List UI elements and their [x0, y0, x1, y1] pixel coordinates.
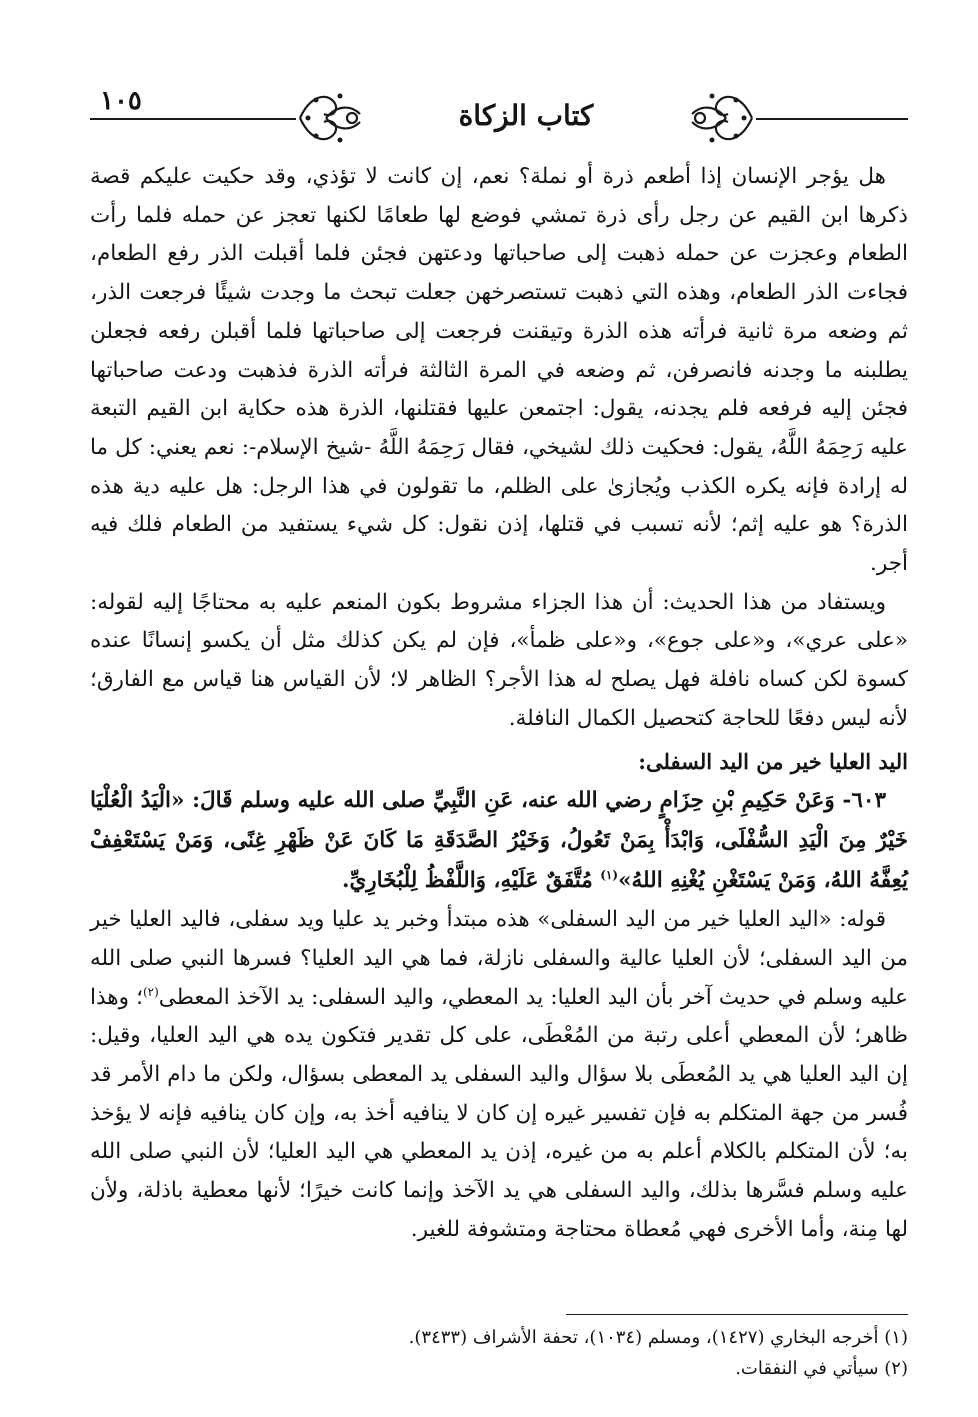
footnote-ref: (٢)	[142, 984, 159, 999]
page-number: ١٠٥	[94, 86, 148, 116]
footnote-divider	[566, 1314, 908, 1315]
page-number-underline	[90, 118, 154, 120]
ornament-left-icon	[296, 86, 366, 150]
page-header	[90, 86, 908, 150]
footnotes	[90, 1322, 908, 1384]
section-heading: اليد العليا خير من اليد السفلى:	[638, 748, 908, 774]
commentary-part: قوله: «اليد العليا خير من اليد السفلى» هذه مبتدأ وخبر يد عليا ويد سفلى، فاليد العليا خير من اليد السفلى؛ لأن العليا عالية والسفلى نازلة، فما هي اليد العليا؟ فسرها النبي صلى الله عليه وسلم في حديث آخر بأن اليد العليا: يد المعطي، واليد السفلى: يد الآخذ المعطى	[90, 907, 908, 1010]
hadith-source: مُتَّفَقٌ عَلَيْهِ، وَاللَّفْظُ لِلْبُخَارِيِّ.	[341, 868, 593, 894]
title-cartouche	[296, 86, 756, 150]
commentary-part: ؛ وهذا ظاهر؛ لأن المعطي أعلى رتبة من المُعْطَى، على كل تقدير فتكون يده هي اليد العليا، وقيل: إن اليد العليا هي يد المُعطَى بلا سؤال واليد السفلى يد المعطى بسؤال، ولكن ما دام الأمر قد فُسر من جهة المتكلم به فإن تفسير غيره إن كان لا ينافيه أخذ به، وإن كان ينافيه فإنه لا يؤخذ به؛ لأن المتكلم بالكلام أعلم به من غيره، إذن يد المعطي هي اليد العليا؛ لأن النبي صلى الله عليه وسلم فسَّرها بذلك، واليد السفلى هي يد الآخذ وإنما كانت خيرًا؛ لأنها معطية باذلة، ولأن لها مِنة، وأما الأخرى فهي مُعطاة محتاجة ومتشوفة للغير.	[90, 984, 908, 1242]
commentary-paragraph	[90, 901, 908, 1249]
paragraph: هل يؤجر الإنسان إذا أطعم ذرة أو نملة؟ نعم، إن كانت لا تؤذي، وقد حكيت عليكم قصة ذكرها ابن القيم عن رجل رأى ذرة تمشي فوضع لها طعامًا لكنها تعجز عن حمله فلما رأت الطعام وعجزت عن حمله ذهبت إلى صاحباتها ودعتهن فجئن فلما أقبلت الذر رفع الطعام، فجاءت الذر الطعام، وهذه التي ذهبت تستصرخهن جعلت تبحث ما وجدت شيئًا فرجعت الذر، ثم وضعه مرة ثانية فرأته هذه الذرة وتيقنت فرجعت إلى صاحباتها فلما أقبلن رفعه فجعلن يطلبنه ما وجدنه فانصرفن، ثم وضعه في المرة الثالثة فرأته الذرة فذهبت ودعت صاحباتها فجئن إليه فرفعه فلم يجدنه، يقول: اجتمعن عليها فقتلنها، الذرة هذه حكاية ابن القيم التبعة عليه رَحِمَهُ اللَّهُ، يقول: فحكيت ذلك لشيخي، فقال رَحِمَهُ اللَّهُ -شيخ الإسلام-: نعم يعني: كل ما له إرادة فإنه يكره الكذب ويُجازىٰ على الظلم، ما تقولون في هذا الرجل: هل عليه دية هذه الذرة؟ هو عليه إثم؛ لأنه تسبب في قتلها، إذن نقول: كل شيء يستفيد من الطعام فلك فيه أجر.	[90, 164, 908, 577]
main-text	[90, 158, 908, 1250]
footnote: (٢) سيأتي في النفقات.	[735, 1358, 908, 1379]
footnote: (١) أخرجه البخاري (١٤٢٧)، ومسلم (١٠٣٤)، تحفة الأشراف (٣٤٣٣).	[408, 1327, 908, 1348]
paragraph: ويستفاد من هذا الحديث: أن هذا الجزاء مشروط بكون المنعم عليه به محتاجًا إليه لقوله: «على عري»، و«على جوع»، و«على ظمأ»، فإن لم يكن كذلك مثل أن يكسو إنسانًا عنده كسوة لكن كساه نافلة فهل يصلح له هذا الأجر؟ الظاهر لا؛ لأن القياس هنا قياس مع الفارق؛ لأنه ليس دفعًا للحاجة كتحصيل الكمال النافلة.	[90, 589, 908, 731]
book-title: كتاب الزكاة	[458, 99, 594, 132]
ornament-right-icon	[686, 86, 756, 150]
hadith-body: ٦٠٣- وَعَنْ حَكِيمِ بْنِ حِزَامٍ رضي الله عنه، عَنِ النَّبِيِّ صلى الله عليه وسلم قَالَ: «الْيَدُ الْعُلْيَا خَيْرٌ مِنَ الْيَدِ السُّفْلَى، وَابْدَأْ بِمَنْ تَعُولُ، وَخَيْرُ الصَّدَقَةِ مَا كَانَ عَنْ ظَهْرِ غِنًى، وَمَنْ يَسْتَعْفِفْ يُعِفَّهُ اللهُ، وَمَنْ يَسْتَغْنِ يُغْنِهِ اللهُ»	[90, 788, 908, 894]
footnote-ref: (١)	[600, 868, 619, 883]
hadith-text	[90, 781, 908, 901]
